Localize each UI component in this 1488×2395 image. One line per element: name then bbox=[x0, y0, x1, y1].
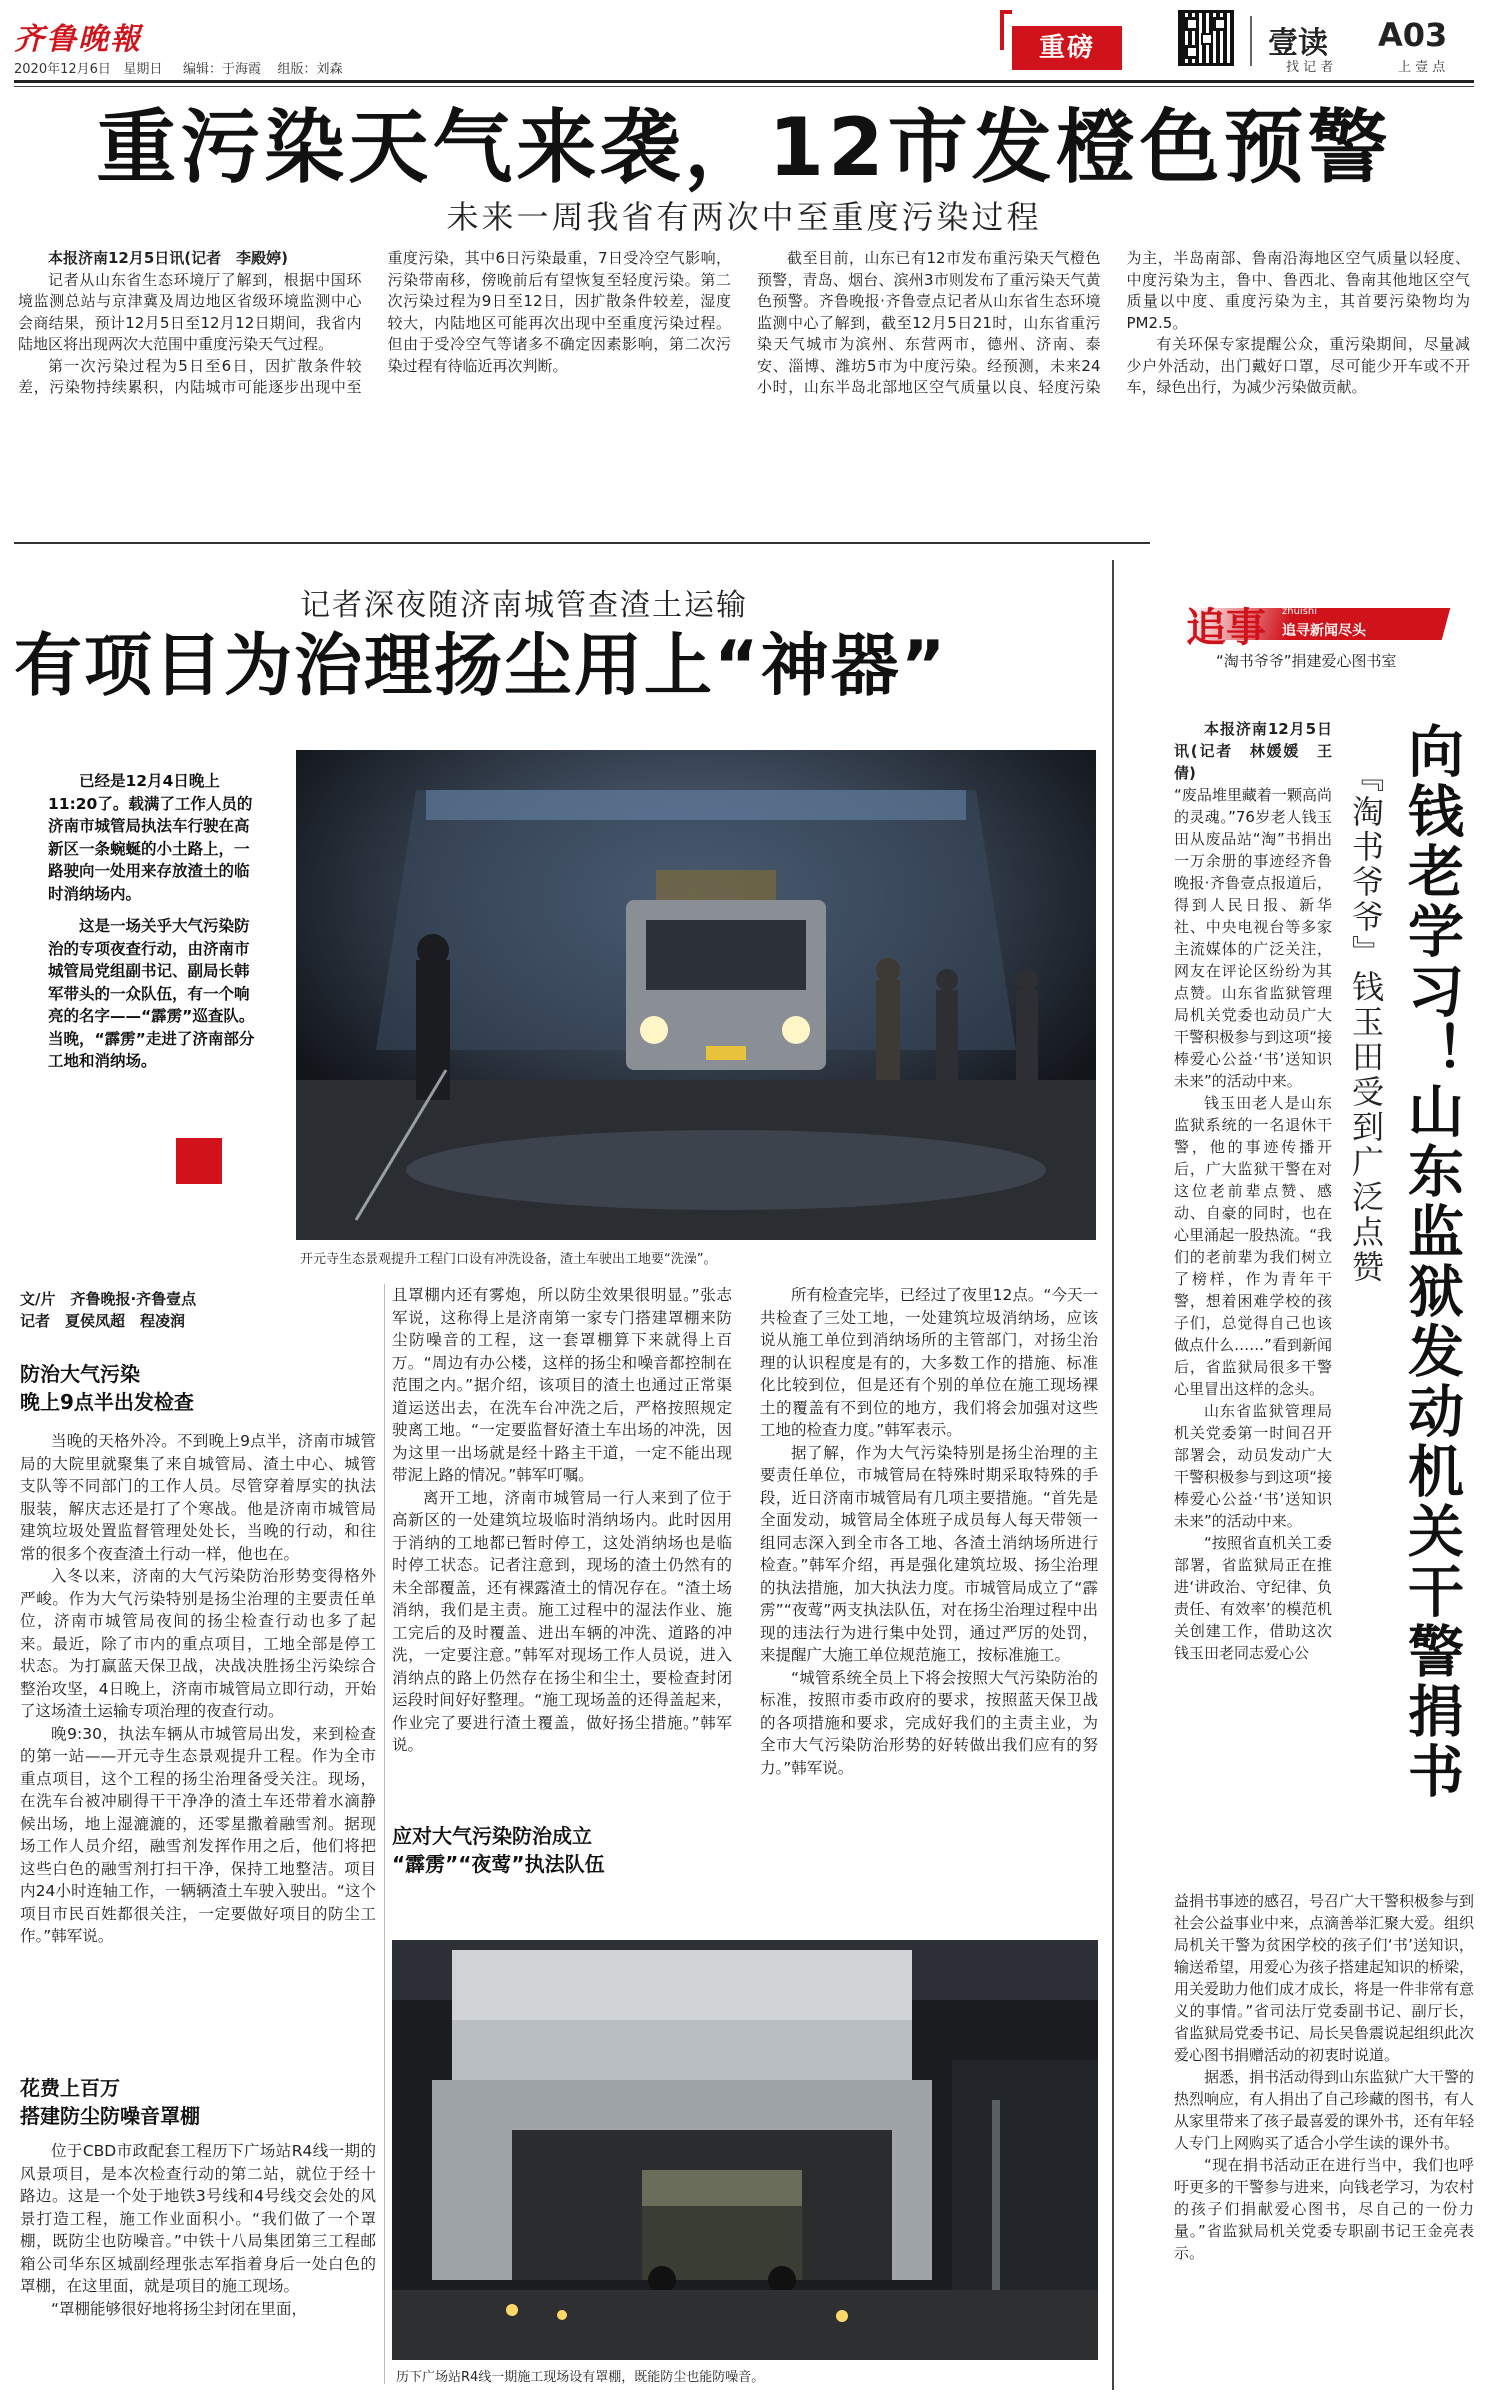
qr-caption-right: 上 壹 点 bbox=[1398, 60, 1446, 75]
lead-body: 本报济南12月5日讯(记者 李殿婷) 记者从山东省生态环境厅了解到，根据中国环境监测总站与京津冀及周边地区省级环境监测中心会商结果，预计12月5日至12月12日期间，我省内陆地区将出现两次大范围中重度污染天气过程。 第一次污染过程为5日至6日，因扩散条件较差，污染物持续累积，内陆城市可能逐步出现中至重度污染，其中6日污染最重，7日受冷空气影响，污染带南移，傍晚前后有望恢复至轻度污染。第二次污染过程为9日至12日，因扩散条件较差，湿度较大，内陆地区可能再次出现中至重度污染过程。但由于受冷空气等诸多不确定因素影响，第二次污染过程有待临近再次判断。 截至目前，山东已有12市发布重污染天气橙色预警，青岛、烟台、滨州3市则发布了重污染天气黄色预警。齐鲁晚报·齐鲁壹点记者从山东省生态环境监测中心了解到，截至12月5日21时，山东省重污染天气城市为滨州、东营两市，德州、济南、泰安、淄博、潍坊5市为中度污染。经预测，未来24小时，山东半岛北部地区空气质量以良、轻度污染为主，半岛南部、鲁南沿海地区空气质量以轻度、中度污染为主，鲁中、鲁西北、鲁南其他地区空气质量以中度、重度污染为主，其首要污染物均为PM2.5。 有关环保专家提醒公众，重污染期间，尽量减少户外活动，出门戴好口罩，尽可能少开车或不开车，绿色出行，为减少污染做贡献。 bbox=[18, 249, 1470, 396]
header-rule bbox=[14, 80, 1474, 83]
photo-construction-gate bbox=[296, 750, 1096, 1240]
photo-canopy-illustration bbox=[392, 1940, 1098, 2360]
side-subheadline: 『淘书爷爷』钱玉田受到广泛点赞 bbox=[1347, 760, 1385, 1285]
section-tag bbox=[1000, 10, 1140, 72]
section-name: 壹读 bbox=[1268, 26, 1328, 61]
masthead-logo bbox=[14, 14, 164, 57]
main-col1b: 位于CBD市政配套工程历下广场站R4线一期的风景项目，是本次检查行动的第二站，就位于经十路边。这是一个处于地铁3号线和4号线交会处的风景打造工程，施工作业面积小。“我们做了一个罩棚，既防尘也防噪音。”中铁十八局集团第三工程邮箱公司华东区城副经理张志军指着身后一处白色的罩棚，在这里面，就是项目的施工现场。 “罩棚能够很好地将扬尘封闭在里面， bbox=[20, 2142, 376, 2318]
header-divider-vert bbox=[1250, 16, 1252, 66]
main-credits: 文/片 齐鲁晚报·齐鲁壹点 记者 夏侯凤超 程凌润 bbox=[20, 1290, 197, 1330]
column-subtitle: “淘书爷爷”捐建爱心图书室 bbox=[1216, 652, 1397, 670]
column-logo: 追事 bbox=[1186, 604, 1266, 651]
main-col2: 且罩棚内还有雾炮，所以防尘效果很明显。”张志军说，这称得上是济南第一家专门搭建罩棚来防尘防噪音的工程，这一套罩棚算下来就得上百万。“周边有办公楼，这样的扬尘和噪音都控制在范围之内。”据介绍，该项目的渣土也通过正常渠道运送出去，在洗车台冲洗之后，严格按照规定驶离工地。“一定要监督好渣土车出场的冲洗，因为这里一出场就是经十路主干道，一定不能出现带泥上路的情况。”韩军叮嘱。 离开工地，济南市城管局一行人来到了位于高新区的一处建筑垃圾临时消纳场内。此时因用于消纳的工地都已暂时停工，这处消纳场也是临时停工状态。记者注意到，现场的渣土仍然有的未全部覆盖，还有裸露渣土的情况存在。“渣土场消纳，我们是主责。施工过程中的湿法作业、施工完后的及时覆盖、进出车辆的冲洗、道路的冲洗，一定要注意。”韩军对现场工作人员说，进入消纳点的路上仍然存在扬尘和尘土，要检查封闭运段时间好好整理。“施工现场盖的还得盖起来，作业完了要进行渣土覆盖，做好扬尘措施。”韩军说。 bbox=[392, 1286, 732, 1754]
header-rule-thin bbox=[14, 86, 1474, 87]
photo1-caption: 开元寺生态景观提升工程门口设有冲洗设备，渣土车驶出工地要“洗澡”。 bbox=[300, 1252, 717, 1267]
side-col-a: 本报济南12月5日讯(记者 林媛媛 王倩) “废品堆里藏着一颗高尚的灵魂。”76岁老人钱玉田从废品站“淘”书捐出一万余册的事迹经齐鲁晚报·齐鲁壹点报道后，得到人民日报、新华社、中央电视台等多家主流媒体的广泛关注，网友在评论区纷纷为其点赞。山东省监狱管理局机关党委也动员广大干警积极参与到这项“接棒爱心公益·‘书’送知识未来”的活动中来。 钱玉田老人是山东监狱系统的一名退休干警，他的事迹传播开后，广大监狱干警在对这位老前辈点赞、感动、自豪的同时，也在心里涌起一股热流。“我们的老前辈为我们树立了榜样，作为青年干警，想着困难学校的孩子们，总觉得自己也该做点什么……”看到新闻后，省监狱局很多干警心里冒出这样的念头。 山东省监狱管理局机关党委第一时间召开部署会，动员发动广大干警积极参与到这项“接棒爱心公益·‘书’送知识未来”的活动中来。 “按照省直机关工委部署，省监狱局正在推进‘讲政治、守纪律、负责任、有效率’的模范机关创建工作，借助这次钱玉田老同志爱心公 bbox=[1174, 720, 1332, 1662]
page-number: A03 bbox=[1378, 16, 1448, 54]
qr-caption-left: 找 记 者 bbox=[1286, 60, 1334, 75]
section1-title: 防治大气污染 晚上9点半出发检查 bbox=[20, 1362, 194, 1414]
photo-truck-wash-illustration bbox=[296, 750, 1096, 1240]
lead-subheadline: 未来一周我省有两次中至重度污染过程 bbox=[446, 198, 1042, 236]
main-intro: 已经是12月4日晚上11:20了。载满了工作人员的济南市城管局执法车行驶在高新区一条蜿蜒的小土路上，一路驶向一处用来存放渣土的临时消纳场内。 这是一场关乎大气污染防治的专项夜查行动，由济南市城管局党组副书记、副局长韩军带头的一众队伍，有一个响亮的名字——“霹雳”巡查队。当晚，“霹雳”走进了济南部分工地和消纳场。 bbox=[48, 772, 255, 1070]
lead-bottom-rule bbox=[14, 542, 1150, 544]
section2-title: 花费上百万 搭建防尘防噪音罩棚 bbox=[20, 2076, 200, 2128]
red-square-marker bbox=[176, 1138, 222, 1184]
col-rule-main-side bbox=[1112, 560, 1114, 2390]
photo-canopy-site bbox=[392, 1940, 1098, 2360]
lead-headline: 重污染天气来袭，12市发橙色预警 bbox=[96, 101, 1392, 194]
main-headline: 有项目为治理扬尘用上“神器” bbox=[14, 627, 948, 706]
side-col-b: 益捐书事迹的感召，号召广大干警积极参与到社会公益事业中来，点滴善举汇聚大爱。组织局机关干警为贫困学校的孩子们‘书’送知识，输送希望，用爱心为孩子搭建起知识的桥梁，用关爱助力他们成才成长，将是一件非常有意义的事情。”省司法厅党委副书记、副厅长，省监狱局党委书记、局长吴鲁震说起组织此次爱心图书捐赠活动的初衷时说道。 据悉，捐书活动得到山东监狱广大干警的热烈响应，有人捐出了自己珍藏的图书，有人从家里带来了孩子最喜爱的课外书，还有年轻人专门上网购买了适合小学生读的课外书。 “现在捐书活动正在进行当中，我们也呼吁更多的干警参与进来，向钱老学习，为农村的孩子们捐献爱心图书，尽自己的一份力量。”省监狱局机关党委专职副书记王金亮表示。 bbox=[1174, 1892, 1474, 2262]
masthead-text: 齐鲁晚報 bbox=[14, 22, 142, 57]
column-tagline: 追寻新闻尽头 bbox=[1282, 623, 1366, 639]
main-col1: 当晚的天格外冷。不到晚上9点半，济南市城管局的大院里就聚集了来自城管局、渣土中心、城管支队等不同部门的工作人员。尽管穿着厚实的执法服装，解庆志还是打了个寒战。他是济南市城管局建筑垃圾处置监督管理处处长，当晚的行动，和往常的很多个夜查渣土行动一样，他也在。 入冬以来，济南的大气污染防治形势变得格外严峻。作为大气污染特别是扬尘治理的主要责任单位，济南市城管局夜间的扬尘检查行动也多了起来。最近，除了市内的重点项目，工地全部是停工状态。为打赢蓝天保卫战，决战决胜扬尘污染综合整治攻坚，4日晚上，济南市城管局立即行动，开始了这场渣土运输专项治理的夜查行动。 晚9:30，执法车辆从市城管局出发，来到检查的第一站——开元寺生态景观提升工程。作为全市重点项目，这个工程的扬尘治理备受关注。现场，在洗车台被冲刷得干干净净的渣土车还带着水滴静候出场，地上湿漉漉的，还零星撒着融雪剂。据现场工作人员介绍，融雪剂发挥作用之后，他们将把这些白色的融雪剂打扫干净，保持工地整洁。项目内24小时连轴工作，一辆辆渣土车驶入驶出。“这个项目市民百姓都很关注，一定要做好项目的防尘工作。”韩军说。 bbox=[20, 1432, 376, 1945]
column-logo-block bbox=[1186, 600, 1446, 680]
main-kicker: 记者深夜随济南城管查渣土运输 bbox=[300, 588, 748, 623]
qr-code[interactable] bbox=[1178, 10, 1234, 66]
lead-byline: 本报济南12月5日讯(记者 李殿婷) bbox=[48, 249, 289, 267]
column-logo-pinyin: zhuishi bbox=[1282, 606, 1318, 617]
section3-title: 应对大气污染防治成立 “霹雳”“夜莺”执法队伍 bbox=[392, 1824, 605, 1876]
header-meta: 2020年12月6日 星期日 编辑：于海霞 组版：刘森 bbox=[14, 62, 343, 77]
section-tag-label: 重磅 bbox=[1012, 26, 1122, 70]
col-rule-1 bbox=[384, 1284, 385, 2384]
side-headline: 向钱老学习！山东监狱发动机关干警捐书 bbox=[1399, 722, 1464, 1802]
main-col3: 所有检查完毕，已经过了夜里12点。“今天一共检查了三处工地，一处建筑垃圾消纳场，应该说从施工单位到消纳场所的主管部门，对扬尘治理的认识程度是有的，大多数工作的措施、标准化比较到位，但是还有个别的单位在施工现场裸土的覆盖有不到位的地方，我们将会加强对这些工地的检查力度。”韩军表示。 据了解，作为大气污染特别是扬尘治理的主要责任单位，市城管局在特殊时期采取特殊的手段，近日济南市城管局有几项主要措施。“首先是全面发动，城管局全体班子成员每人每天带领一组同志深入到全市各工地、各渣土消纳场所进行检查。”韩军介绍，再是强化建筑垃圾、扬尘治理的执法措施，加大执法力度。市城管局成立了“霹雳”“夜莺”两支执法队伍，对在扬尘治理过程中出现的违法行为进行集中处罚，通过严厉的处罚，来提醒广大施工单位规范施工，按标准施工。 “城管系统全员上下将会按照大气污染防治的标准，按照市委市政府的要求，按照蓝天保卫战的各项措施和要求，完成好我们的主责主业，为全市大气污染防治形势的好转做出我们应有的努力。”韩军说。 bbox=[760, 1286, 1098, 1777]
photo2-caption: 历下广场站R4线一期施工现场设有罩棚，既能防尘也能防噪音。 bbox=[396, 2370, 765, 2385]
